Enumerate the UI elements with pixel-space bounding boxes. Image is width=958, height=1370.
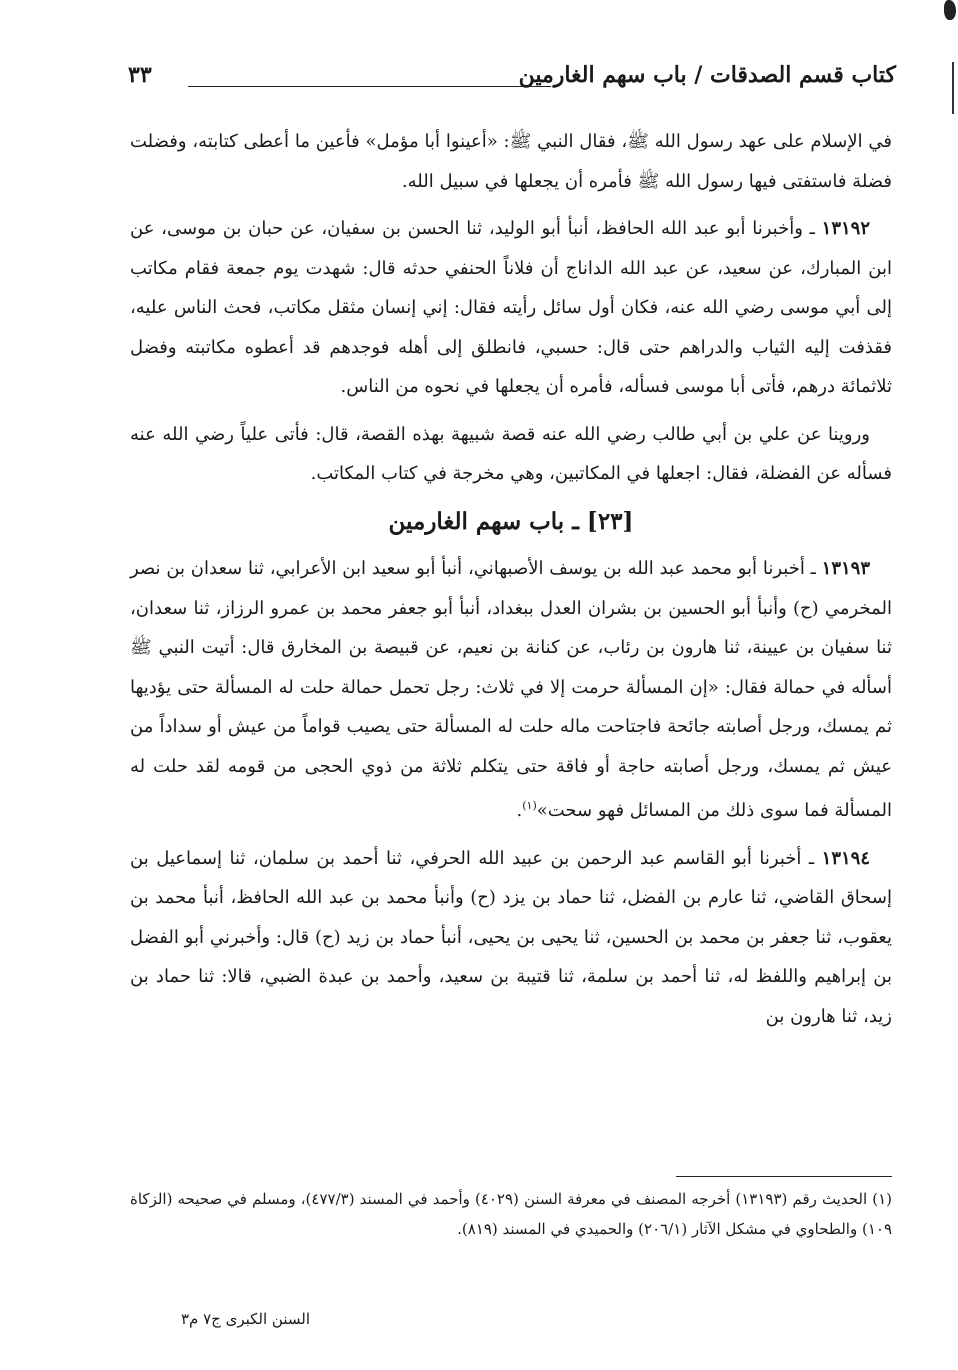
paragraph-text: ـ أخبرنا أبو محمد عبد الله بن يوسف الأصبهاني، أنبأ أبو سعيد ابن الأعرابي، ثنا سعدان بن نصر المخرمي (ح) وأنبأ أبو الحسين بن بشران العدل ببغداد، أنبأ أبو جعفر محمد بن عمرو الرزاز، ثنا سعدان، ثنا سفيان بن عيينة، ثنا هارون بن رئاب، عن كنانة بن نعيم، عن قبيصة بن المخارق قال: أتيت النبي ﷺ أسأله في حمالة فقال: «إن المسألة حرمت إلا في ثلاث: رجل تحمل حمالة حلت له المسألة حتى يؤديها ثم يمسك، ورجل أصابته جائحة فاجتاحت ماله حلت له المسألة حتى يصيب قواماً من عيش أو سداداً من عيش ثم يمسك، ورجل أصابته حاجة أو فاقة حتى يتكلم ثلاثة من ذوي الحجى من قومه لقد حلت له المسألة فما سوى ذلك من المسائل فهو سحت» xyxy=(130,558,892,821)
page-number: ٣٣ xyxy=(128,62,152,88)
running-header xyxy=(128,60,896,104)
paragraph-text: في الإسلام على عهد رسول الله ﷺ، فقال النبي ﷺ: «أعينوا أبا مؤمل» فأعين ما أعطى كتابته، وفضلت فضلة فاستفتى فيها رسول الله ﷺ فأمره أن يجعلها في سبيل الله. xyxy=(130,131,892,192)
paragraph xyxy=(130,415,892,494)
main-text xyxy=(130,122,892,1044)
paragraph xyxy=(130,209,892,407)
paragraph: ١٣١٩٣ ـ أخبرنا أبو محمد عبد الله بن يوسف الأصبهاني، أنبأ أبو سعيد ابن الأعرابي، ثنا سعدان بن نصر المخرمي (ح) وأنبأ أبو الحسين بن بشران العدل ببغداد، أنبأ أبو جعفر محمد بن عمرو الرزاز، ثنا سعدان، ثنا سفيان بن عيينة، ثنا هارون بن رئاب، عن كنانة بن نعيم، عن قبيصة بن المخارق قال: أتيت النبي ﷺ أسأله في حمالة فقال: «إن المسألة حرمت إلا في ثلاث: رجل تحمل حمالة حلت له المسألة حتى يؤديها ثم يمسك، ورجل أصابته جائحة فاجتاحت ماله حلت له المسألة حتى يصيب قواماً من عيش أو سداداً من عيش ثم يمسك، ورجل أصابته حاجة أو فاقة حتى يتكلم ثلاثة من ذوي الحجى من قومه لقد حلت له المسألة فما سوى ذلك من المسائل فهو سحت»$^{(١)}$. xyxy=(130,558,892,821)
page-footer: السنن الكبرى ج٧ م٣ xyxy=(180,1310,310,1328)
paragraph xyxy=(130,839,892,1037)
footnote-separator xyxy=(676,1176,892,1177)
margin-line xyxy=(952,62,954,114)
header-title: كتاب قسم الصدقات / باب سهم الغارمين xyxy=(518,62,896,88)
hadith-number: ١٣١٩٣ xyxy=(821,558,870,579)
paragraph-text: وروينا عن علي بن أبي طالب رضي الله عنه قصة شبيهة بهذه القصة، قال: فأتى علياً رضي الله عنه فسأله عن الفضلة، فقال: اجعلها في المكاتبين، وهي مخرجة في كتاب المكاتب. xyxy=(130,423,892,484)
hadith-number: ١٣١٩٢ xyxy=(821,218,870,239)
header-rule xyxy=(188,86,551,87)
paragraph-text: ـ وأخبرنا أبو عبد الله الحافظ، أنبأ أبو الوليد، ثنا الحسن بن سفيان، عن حبان بن موسى، عن ابن المبارك، عن سعيد، عن عبد الله الداناج أن فلاناً الحنفي حدثه قال: شهدت يوم جمعة فقام مكاتب إلى أبي موسى رضي الله عنه، فكان أول سائل رأيته فقال: إني إنسان مثقل مكاتب، فحث الناس عليه، فقذفت إليه الثياب والدراهم حتى قال: حسبي، فانطلق إلى أهله فوجدهم قد أعطوه مكاتبته وفضل ثلاثمائة درهم، فأتى أبا موسى فسأله، فأمره أن يجعلها في نحوه من الناس. xyxy=(130,218,892,397)
footnotes xyxy=(130,1184,892,1244)
footnote-ref: (١) xyxy=(522,799,537,812)
section-heading: [٢٣] ـ باب سهم الغارمين xyxy=(388,507,634,535)
paragraph-text: ـ أخبرنا أبو القاسم عبد الرحمن بن عبيد الله الحرفي، ثنا أحمد بن سلمان، ثنا إسماعيل بن إسحاق القاضي، ثنا عارم بن الفضل، ثنا حماد بن يزد (ح) وأنبأ محمد بن عبد الله الحافظ، أنبأ محمد بن يعقوب، ثنا جعفر بن محمد بن الحسين، ثنا يحيى بن يحيى، أنبأ حماد بن زيد (ح) قال: وأخبرني أبو الفضل بن إبراهيم واللفظ له، ثنا أحمد بن سلمة، ثنا قتيبة بن سعيد، وأحمد بن عبدة الضبي، قالا: ثنا حماد بن زيد، ثنا هارون بن xyxy=(130,847,892,1027)
paragraph xyxy=(130,122,892,201)
hadith-number: ١٣١٩٤ xyxy=(821,847,870,869)
corner-ink-mark xyxy=(944,0,956,20)
footnote: (١) الحديث رقم (١٣١٩٣) أخرجه المصنف في معرفة السنن (٤٠٢٩) وأحمد في المسند (٤٧٧/٣)، ومسلم في صحيحه (الزكاة ١٠٩) والطحاوي في مشكل الآثار (٢٠٦/١) والحميدي في المسند (٨١٩). xyxy=(130,1190,892,1238)
